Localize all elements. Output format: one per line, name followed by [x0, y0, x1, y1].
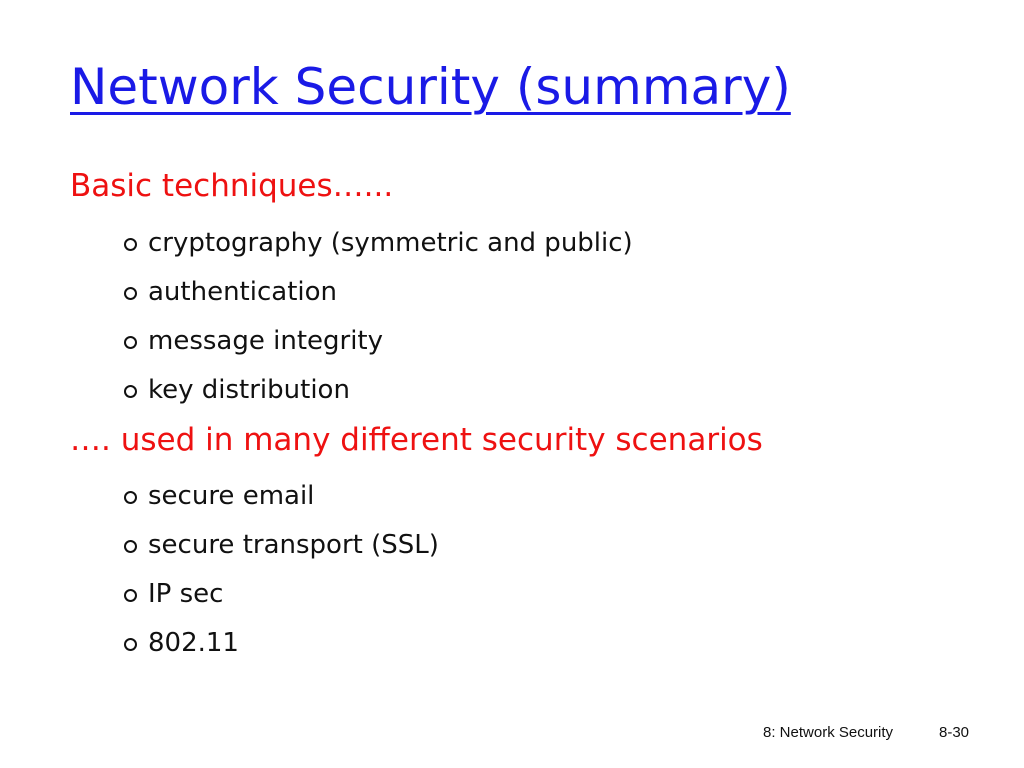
list-item-label: secure email: [148, 480, 315, 511]
list-item-label: authentication: [148, 276, 338, 307]
list-item: [124, 618, 439, 667]
hollow-circle-bullet-icon: [124, 638, 137, 651]
section-heading-scenarios: …. used in many different security scenarios: [70, 422, 763, 458]
list-item: [124, 569, 439, 618]
page-number: 8-30: [939, 724, 970, 741]
hollow-circle-bullet-icon: [124, 491, 137, 504]
hollow-circle-bullet-icon: [124, 238, 137, 251]
hollow-circle-bullet-icon: [124, 589, 137, 602]
hollow-circle-bullet-icon: [124, 540, 137, 553]
hollow-circle-bullet-icon: [124, 287, 137, 300]
list-item-label: IP sec: [148, 578, 224, 609]
list-item-label: 802.11: [148, 627, 239, 658]
list-item: [124, 520, 439, 569]
list-item-label: message integrity: [148, 325, 384, 356]
section-heading-basic-techniques: Basic techniques…...: [70, 168, 394, 204]
hollow-circle-bullet-icon: [124, 336, 137, 349]
list-item-label: key distribution: [148, 374, 350, 405]
list-item: [124, 365, 633, 414]
list-item-label: secure transport (SSL): [148, 529, 439, 560]
list-item: [124, 267, 633, 316]
list-item: [124, 218, 633, 267]
bullet-list-scenarios: [124, 471, 439, 667]
footer-chapter-label: 8: Network Security: [763, 724, 894, 741]
list-item: [124, 316, 633, 365]
list-item: [124, 471, 439, 520]
bullet-list-techniques: [124, 218, 633, 414]
list-item-label: cryptography (symmetric and public): [148, 227, 633, 258]
hollow-circle-bullet-icon: [124, 385, 137, 398]
slide-title: Network Security (summary): [70, 58, 791, 116]
slide-footer: [0, 724, 1024, 744]
